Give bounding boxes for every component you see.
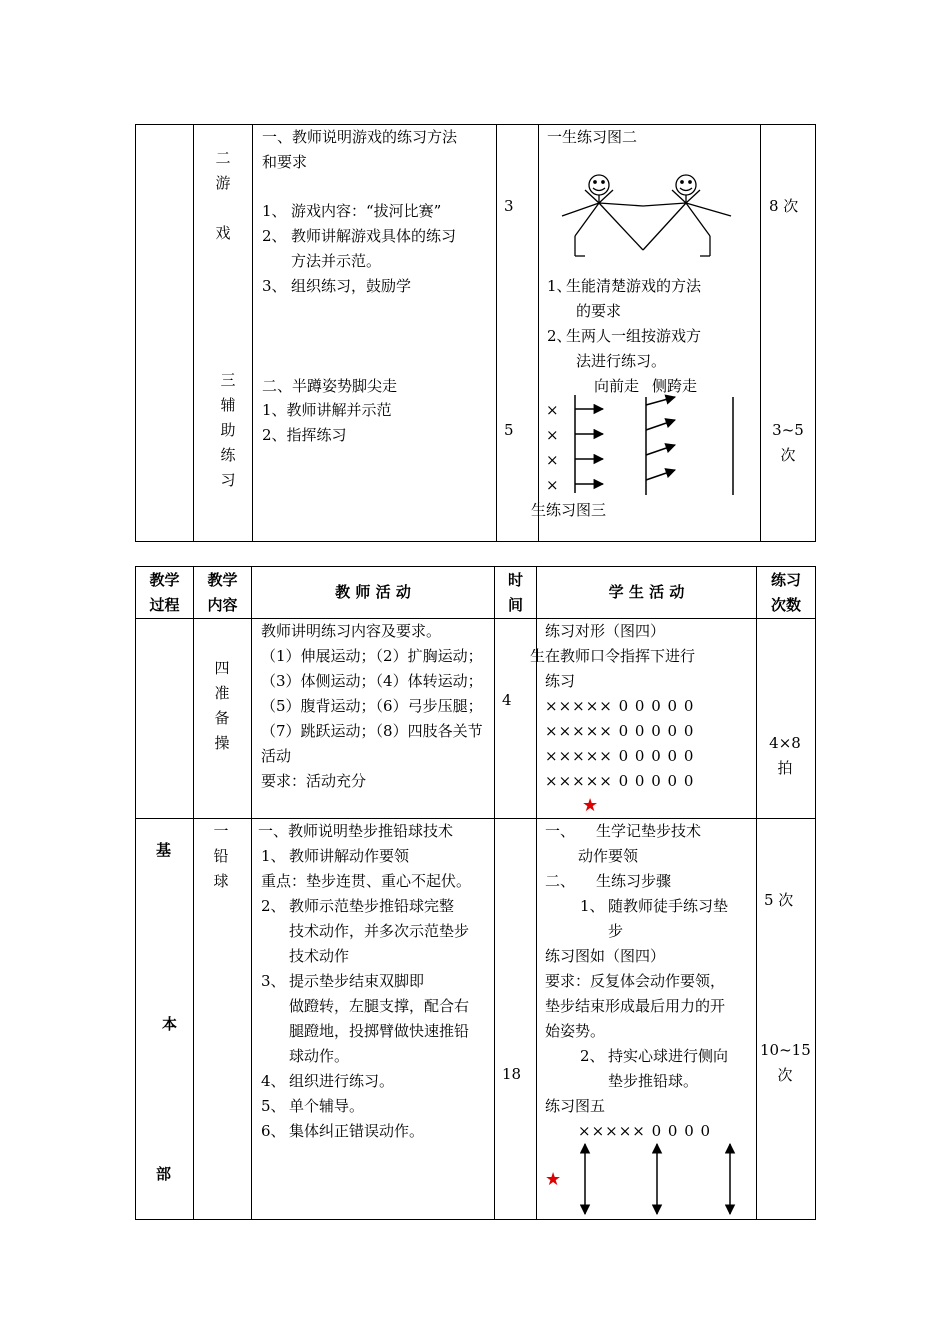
count-shot-put-1: 5 次 bbox=[764, 891, 794, 909]
process-basic-3: 部 bbox=[156, 1165, 172, 1183]
tug-of-war-figure bbox=[555, 168, 740, 268]
formation-row: ××××× 0 0 0 0 0 bbox=[545, 747, 695, 765]
fig5-arrows-diagram bbox=[570, 1140, 750, 1218]
process-basic-2: 本 bbox=[162, 1015, 178, 1033]
count-aux: 3~5 次 bbox=[772, 421, 804, 464]
header-content: 教学 内容 bbox=[207, 571, 238, 614]
cross-mark: × bbox=[546, 426, 559, 444]
header-student-activity: 学 生 活 动 bbox=[608, 583, 685, 601]
cross-mark: × bbox=[546, 451, 559, 469]
time-shot-put: 18 bbox=[502, 1065, 522, 1083]
header-process: 教学 过程 bbox=[149, 571, 180, 614]
formation-row: ××××× 0 0 0 0 0 bbox=[545, 697, 695, 715]
fig2-label: 一生练习图二 bbox=[547, 128, 638, 146]
label-walk-forward: 向前走 bbox=[594, 377, 640, 395]
formation-row: ××××× 0 0 0 0 0 bbox=[545, 772, 695, 790]
count-warmup: 4×8 拍 bbox=[769, 734, 801, 777]
count-shot-put-2: 10~15 次 bbox=[760, 1041, 811, 1084]
process-basic-1: 基 bbox=[156, 841, 172, 859]
header-count: 练习 次数 bbox=[770, 571, 801, 614]
time-warmup: 4 bbox=[502, 691, 512, 709]
content-warmup: 四 准 备 操 bbox=[214, 659, 230, 752]
cross-mark: × bbox=[546, 401, 559, 419]
formation-row: ××××× 0 0 0 0 0 bbox=[545, 722, 695, 740]
fig3-label: 生练习图三 bbox=[531, 501, 607, 519]
header-teacher-activity: 教 师 活 动 bbox=[335, 583, 411, 601]
cross-mark: × bbox=[546, 476, 559, 494]
section-title-game: 二 游 戏 bbox=[215, 149, 231, 242]
header-time: 时 间 bbox=[507, 571, 523, 614]
teacher-star-icon: ★ bbox=[582, 795, 599, 816]
fig5-formation-row: ××××× 0 0 0 0 bbox=[578, 1122, 712, 1140]
aux-practice-diagram bbox=[565, 393, 740, 498]
content-shot-put: 一 铅 球 bbox=[213, 822, 229, 890]
count-game: 8 次 bbox=[769, 197, 799, 215]
section-title-aux: 三 辅 助 练 习 bbox=[220, 371, 236, 489]
label-side-step: 侧跨走 bbox=[652, 377, 698, 395]
time-aux: 5 bbox=[504, 421, 514, 439]
teacher-star-icon: ★ bbox=[545, 1169, 562, 1190]
time-game: 3 bbox=[504, 197, 514, 215]
